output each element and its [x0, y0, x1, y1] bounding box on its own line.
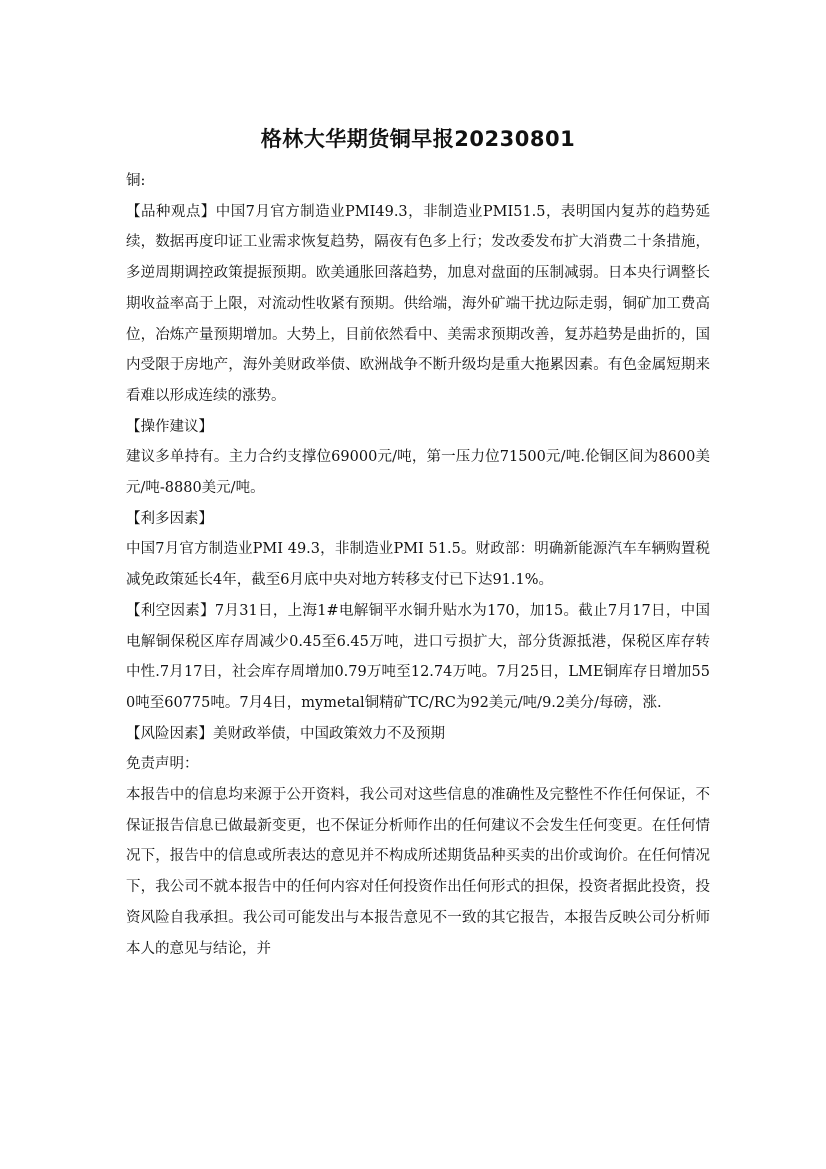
report-title: 格林大华期货铜早报20230801: [260, 127, 576, 151]
metal-label: 铜:: [126, 173, 146, 189]
section-advice-body: 建议多单持有。主力合约支撑位69000元/吨，第一压力位71500元/吨.伦铜区间为8600美元/吨-8880美元/吨。: [126, 449, 710, 497]
section-bearish: [126, 596, 710, 719]
report-page: [126, 118, 710, 964]
section-view-heading: 【品种观点】: [126, 203, 216, 220]
section-advice-heading: 【操作建议】: [126, 418, 213, 435]
disclaimer-body: 本报告中的信息均来源于公开资料，我公司对这些信息的准确性及完整性不作任何保证，不保证报告信息已做最新变更，也不保证分析师作出的任何建议不会发生任何变更。在任何情况下，报告中的信息或所表达的意见并不构成所述期货品种买卖的出价或询价。在任何情况下，我公司不就本报告中的任何内容对任何投资作出任何形式的担保，投资者据此投资，投资风险自我承担。我公司可能发出与本报告意见不一致的其它报告，本报告反映公司分析师本人的意见与结论，并: [126, 787, 710, 957]
section-bearish-heading: 【利空因素】: [126, 602, 215, 619]
section-risk-body: 美财政举债，中国政策效力不及预期: [213, 725, 445, 742]
section-bullish-body: 中国7月官方制造业PMI 49.3，非制造业PMI 51.5。财政部：明确新能源汽车车辆购置税减免政策延长4年，截至6月底中央对地方转移支付已下达91.1%。: [126, 541, 710, 589]
section-risk-heading: 【风险因素】: [126, 725, 213, 742]
section-view: [126, 197, 710, 412]
section-view-body: 中国7月官方制造业PMI49.3，非制造业PMI51.5，表明国内复苏的趋势延续，数据再度印证工业需求恢复趋势，隔夜有色多上行；发改委发布扩大消费二十条措施，多逆周期调控政策提振预期。欧美通胀回落趋势，加息对盘面的压制减弱。日本央行调整长期收益率高于上限，对流动性收紧有预期。供给端，海外矿端干扰边际走弱，铜矿加工费高位，冶炼产量预期增加。大势上，目前依然看中、美需求预期改善，复苏趋势是曲折的，国内受限于房地产，海外美财政举债、欧洲战争不断升级均是重大拖累因素。有色金属短期来看难以形成连续的涨势。: [126, 203, 710, 404]
section-risk: [126, 719, 710, 750]
section-bearish-body: 7月31日，上海1#电解铜平水铜升贴水为170，加15。截止7月17日，中国电解铜保税区库存周减少0.45至6.45万吨，进口亏损扩大，部分货源抵港，保税区库存转中性.7月17日，社会库存周增加0.79万吨至12.74万吨。7月25日，LME铜库存日增加550吨至60775吨。7月4日，mymetal铜精矿TC/RC为92美元/吨/9.2美分/每磅，涨.: [126, 602, 710, 711]
section-bullish-heading: 【利多因素】: [126, 510, 213, 527]
disclaimer-heading: 免责声明：: [126, 756, 199, 773]
